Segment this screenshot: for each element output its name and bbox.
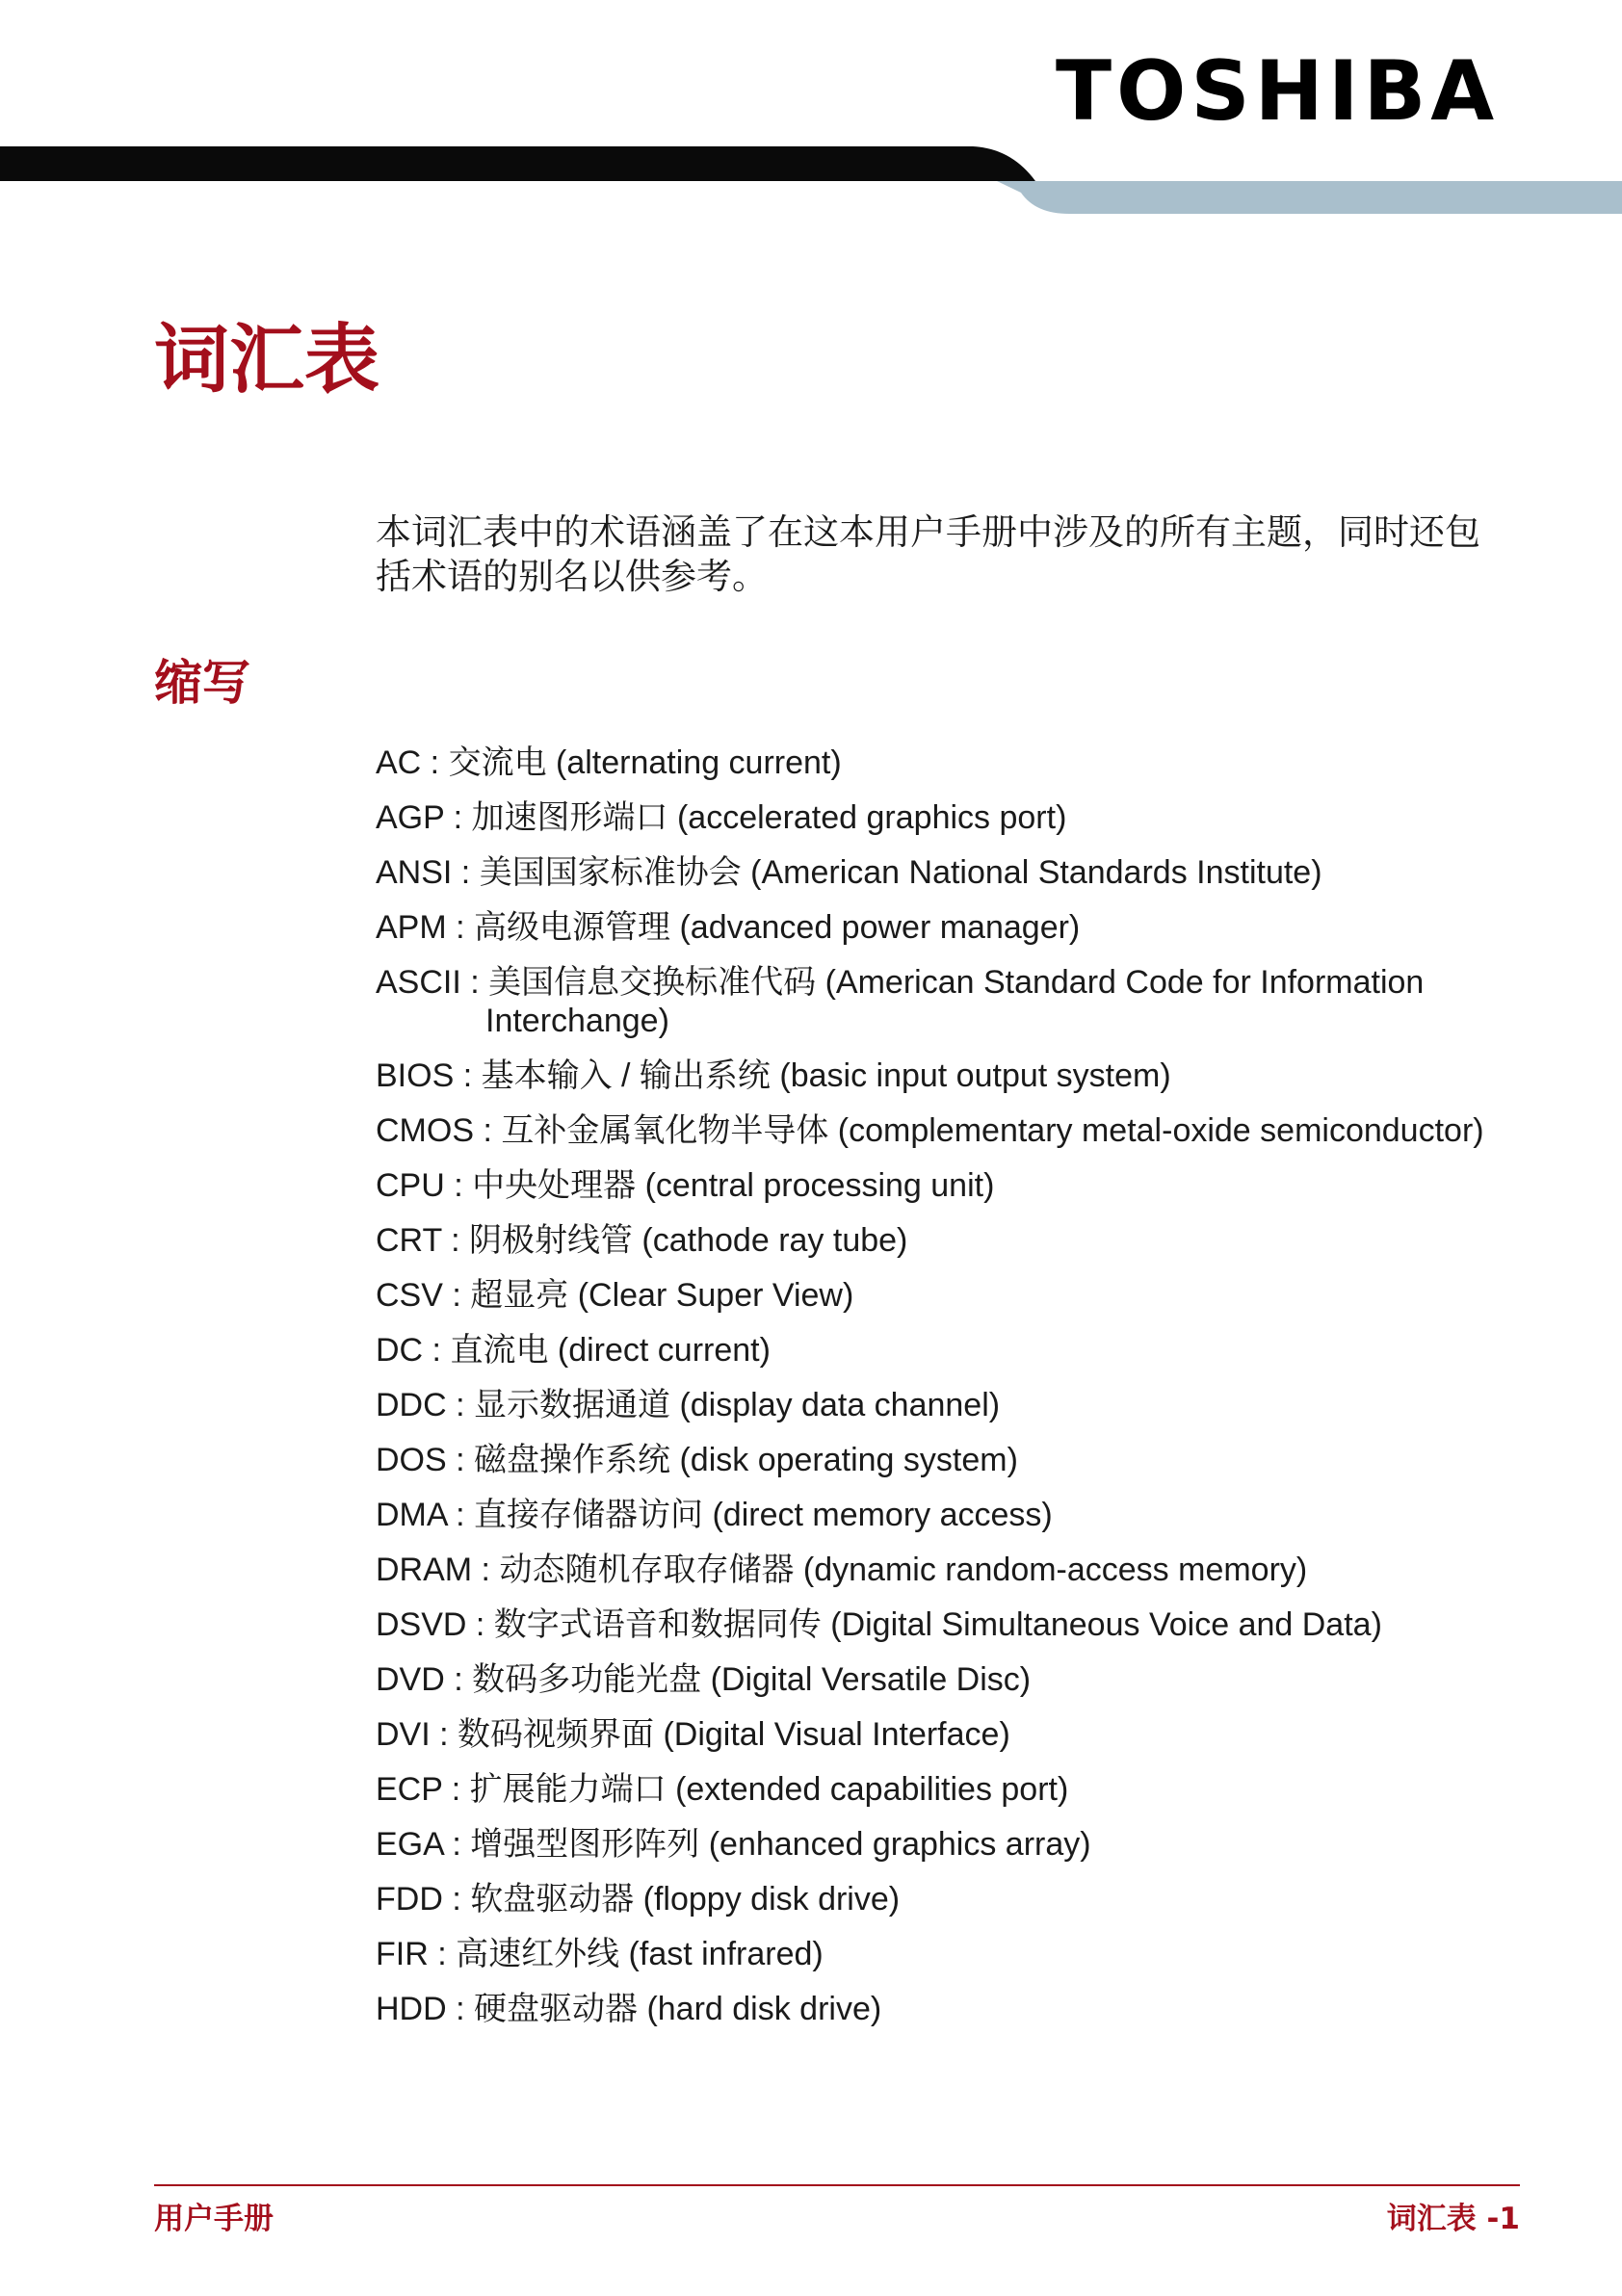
glossary-term: AGP : 加速图形端口 (accelerated graphics port) bbox=[376, 799, 1067, 836]
footer-divider bbox=[154, 2184, 1520, 2186]
header-black-bar bbox=[0, 146, 1035, 181]
glossary-term: FIR : 高速红外线 (fast infrared) bbox=[376, 1936, 824, 1972]
glossary-term: ECP : 扩展能力端口 (extended capabilities port) bbox=[376, 1771, 1069, 1808]
footer-page-number: 词汇表 -1 bbox=[1386, 2202, 1520, 2236]
glossary-term: DSVD : 数字式语音和数据同传 (Digital Simultaneous Voice and Data) bbox=[376, 1606, 1382, 1643]
glossary-term: ASCII : 美国信息交换标准代码 (American Standard Code for Information Interchange) bbox=[376, 964, 1425, 1039]
glossary-term: CRT : 阴极射线管 (cathode ray tube) bbox=[376, 1222, 908, 1259]
glossary-term: DC : 直流电 (direct current) bbox=[376, 1332, 771, 1369]
page-title: 词汇表 bbox=[154, 317, 380, 404]
glossary-term: ANSI : 美国国家标准协会 (American National Standards Institute) bbox=[376, 854, 1322, 891]
glossary-term: DOS : 磁盘操作系统 (disk operating system) bbox=[376, 1442, 1018, 1478]
section-title-abbreviations: 缩写 bbox=[154, 655, 250, 711]
intro-paragraph: 本词汇表中的术语涵盖了在这本用户手册中涉及的所有主题，同时还包括术语的别名以供参考。 bbox=[376, 511, 1480, 597]
glossary-term: DMA : 直接存储器访问 (direct memory access) bbox=[376, 1497, 1053, 1533]
glossary-term: BIOS : 基本输入 / 输出系统 (basic input output system) bbox=[376, 1057, 1171, 1094]
glossary-term: CPU : 中央处理器 (central processing unit) bbox=[376, 1167, 995, 1204]
header-blue-bar bbox=[997, 181, 1622, 214]
glossary-term: DVD : 数码多功能光盘 (Digital Versatile Disc) bbox=[376, 1661, 1032, 1698]
glossary-term: EGA : 增强型图形阵列 (enhanced graphics array) bbox=[376, 1826, 1091, 1863]
glossary-term: AC : 交流电 (alternating current) bbox=[376, 744, 842, 781]
glossary-term-list bbox=[376, 744, 1551, 2045]
glossary-term: FDD : 软盘驱动器 (floppy disk drive) bbox=[376, 1881, 901, 1918]
glossary-term: CSV : 超显亮 (Clear Super View) bbox=[376, 1277, 854, 1314]
glossary-term: DDC : 显示数据通道 (display data channel) bbox=[376, 1387, 1001, 1423]
glossary-term: HDD : 硬盘驱动器 (hard disk drive) bbox=[376, 1991, 882, 2027]
glossary-term: DRAM : 动态随机存取存储器 (dynamic random-access memory) bbox=[376, 1552, 1308, 1588]
glossary-term: APM : 高级电源管理 (advanced power manager) bbox=[376, 909, 1081, 946]
glossary-term: DVI : 数码视频界面 (Digital Visual Interface) bbox=[376, 1716, 1010, 1753]
toshiba-logo: TOSHIBA bbox=[1056, 43, 1500, 140]
glossary-term: CMOS : 互补金属氧化物半导体 (complementary metal-oxide semiconductor) bbox=[376, 1112, 1484, 1149]
footer-manual-title: 用户手册 bbox=[154, 2202, 274, 2236]
